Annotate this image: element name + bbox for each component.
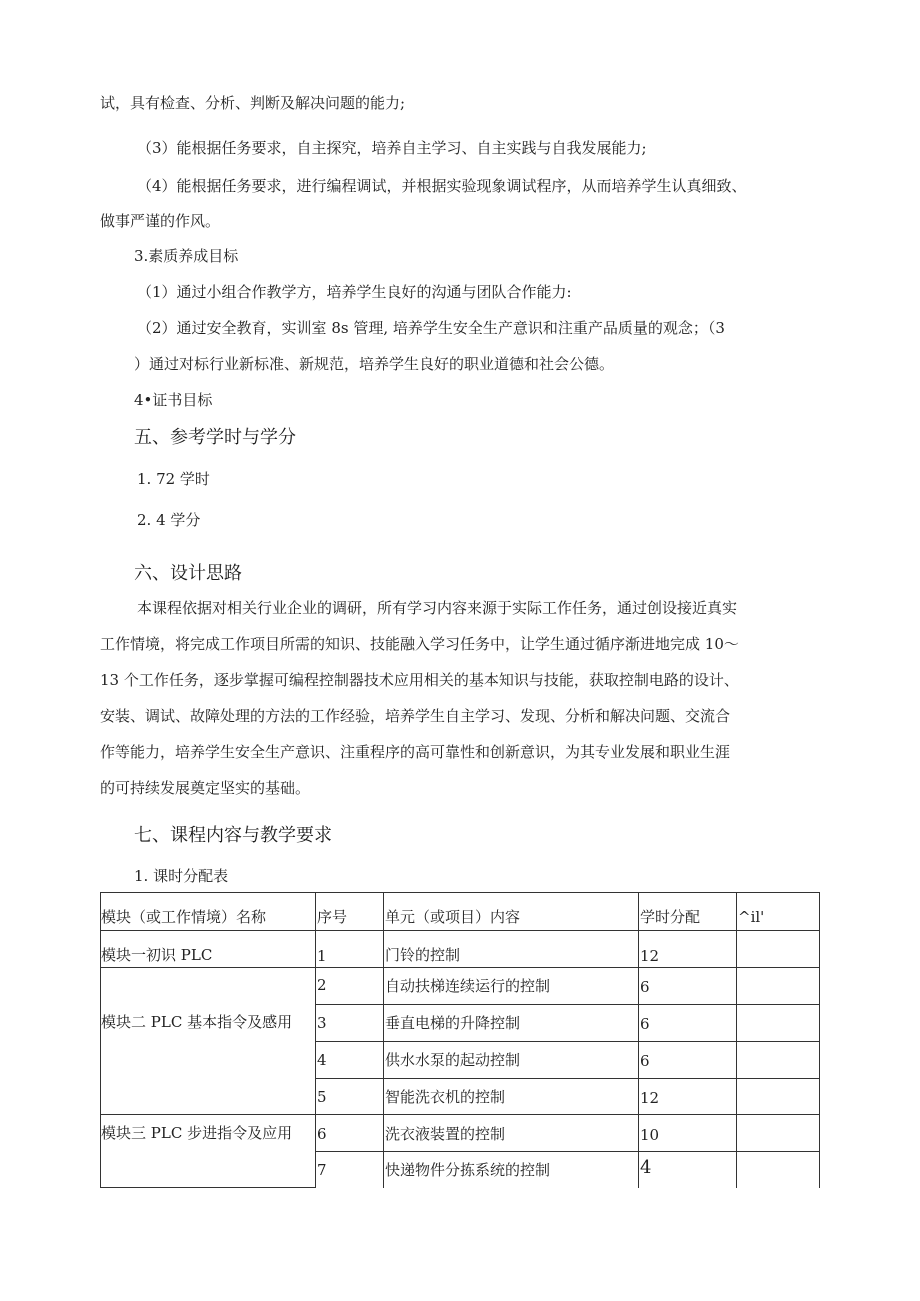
row-number: 2 bbox=[317, 976, 327, 994]
row-number: 1 bbox=[317, 947, 327, 965]
row-hours: 4 bbox=[640, 1157, 652, 1178]
paragraph-line: 试，具有检查、分析、判断及解决问题的能力; bbox=[100, 94, 406, 112]
row-content: 供水水泵的起动控制 bbox=[385, 1051, 521, 1069]
quality-item-2: （2）通过安全教育，实训室 8s 管理, 培养学生安全生产意识和注重产品质量的观念；（3 bbox=[137, 319, 725, 337]
row-hours: 6 bbox=[640, 978, 650, 996]
section-heading: 七、课程内容与教学要求 bbox=[134, 825, 332, 846]
table-header-content: 单元（或项目）内容 bbox=[385, 908, 521, 926]
row-number: 7 bbox=[317, 1161, 327, 1179]
row-hours: 12 bbox=[640, 1089, 660, 1107]
section-heading: 五、参考学时与学分 bbox=[134, 427, 296, 448]
objective-item-4-cont: 做事严谨的作风。 bbox=[100, 212, 221, 230]
module-name: 模块三 PLC 步进指令及应用 bbox=[101, 1124, 293, 1142]
row-number: 4 bbox=[317, 1051, 327, 1069]
row-hours: 6 bbox=[640, 1015, 650, 1033]
row-content: 快递物件分拣系统的控制 bbox=[385, 1161, 551, 1179]
row-hours: 6 bbox=[640, 1052, 650, 1070]
subsection-title: 4•证书目标 bbox=[134, 391, 213, 409]
list-item: 1. 72 学时 bbox=[137, 470, 210, 488]
row-hours: 12 bbox=[640, 947, 660, 965]
hours-allocation-table bbox=[100, 892, 820, 1188]
row-content: 智能洗衣机的控制 bbox=[385, 1088, 506, 1106]
paragraph-line: 安装、调试、故障处理的方法的工作经验，培养学生自主学习、发现、分析和解决问题、交流合 bbox=[100, 707, 731, 725]
quality-item-3: ）通过对标行业新标准、新规范，培养学生良好的职业道德和社会公德。 bbox=[134, 355, 615, 373]
row-content: 洗衣液装置的控制 bbox=[385, 1125, 506, 1143]
table-header-extra: ^il' bbox=[738, 908, 765, 926]
table-header-module: 模块（或工作情境）名称 bbox=[101, 908, 267, 926]
module-name: 模块一初识 PLC bbox=[101, 946, 213, 964]
paragraph-line: 作等能力，培养学生安全生产意识、注重程序的高可靠性和创新意识，为其专业发展和职业生涯 bbox=[100, 743, 731, 761]
row-number: 5 bbox=[317, 1088, 327, 1106]
table-caption: 1. 课时分配表 bbox=[134, 867, 229, 885]
subsection-title: 3.素质养成目标 bbox=[134, 247, 239, 265]
row-hours: 10 bbox=[640, 1126, 660, 1144]
section-heading: 六、设计思路 bbox=[134, 563, 242, 584]
list-item: 2. 4 学分 bbox=[137, 511, 201, 529]
paragraph-line: 本课程依据对相关行业企业的调研，所有学习内容来源于实际工作任务，通过创设接近真实 bbox=[137, 599, 738, 617]
row-number: 3 bbox=[317, 1014, 327, 1032]
table-header-hours: 学时分配 bbox=[640, 908, 701, 926]
row-content: 垂直电梯的升降控制 bbox=[385, 1014, 521, 1032]
quality-item-1: （1）通过小组合作教学方，培养学生良好的沟通与团队合作能力: bbox=[137, 283, 572, 301]
paragraph-line: 13 个工作任务，逐步掌握可编程控制器技术应用相关的基本知识与技能，获取控制电路的设计、 bbox=[100, 671, 739, 689]
module-name: 模块二 PLC 基本指令及感用 bbox=[101, 1013, 293, 1031]
row-number: 6 bbox=[317, 1125, 327, 1143]
row-content: 自动扶梯连续运行的控制 bbox=[385, 977, 551, 995]
table-header-no: 序号 bbox=[317, 908, 348, 926]
row-content: 门铃的控制 bbox=[385, 946, 461, 964]
objective-item-4: （4）能根据任务要求，进行编程调试，并根据实验现象调试程序，从而培养学生认真细致、 bbox=[137, 177, 747, 195]
paragraph-line: 的可持续发展奠定坚实的基础。 bbox=[100, 779, 311, 797]
objective-item-3: （3）能根据任务要求，自主探究，培养自主学习、自主实践与自我发展能力; bbox=[137, 139, 647, 157]
paragraph-line: 工作情境，将完成工作项目所需的知识、技能融入学习任务中，让学生通过循序渐进地完成 10～ bbox=[100, 635, 739, 653]
